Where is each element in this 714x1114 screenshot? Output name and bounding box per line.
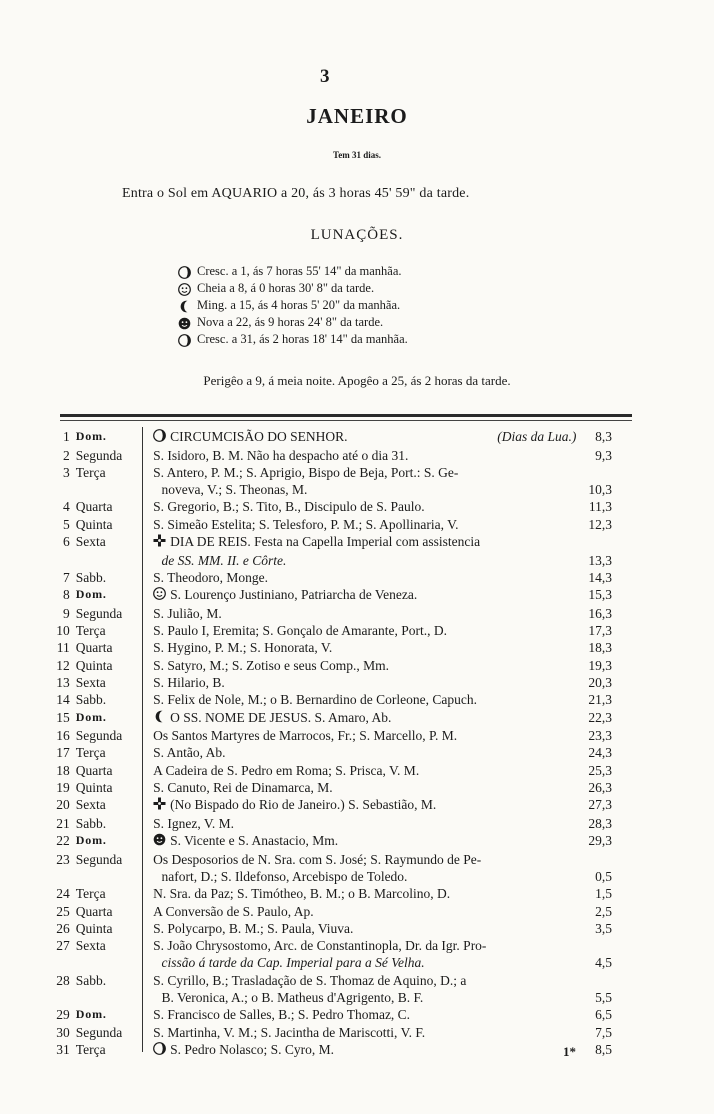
full-moon-icon — [178, 281, 197, 295]
event-cell — [141, 851, 576, 868]
event-cell — [141, 815, 576, 832]
weekday: Quarta — [75, 903, 113, 919]
moon-days-value: 8,3 — [595, 429, 612, 444]
event-cell — [141, 762, 576, 779]
calendar-row — [52, 674, 612, 691]
moon-days-value: 15,3 — [588, 587, 612, 603]
event-cell — [141, 428, 576, 447]
moon-days-value: 28,3 — [588, 815, 612, 831]
lunation-text: Cheia a 8, á 0 horas 30' 8" da tarde. — [197, 281, 375, 295]
event-cell — [141, 744, 576, 761]
lunation-text: Cresc. a 31, ás 2 horas 18' 14" da manhãa. — [197, 332, 408, 346]
footer-signature: 1* — [563, 1044, 576, 1059]
event-text: N. Sra. da Paz; S. Timótheo, B. M.; o B. Marcolino, D. — [153, 886, 451, 902]
page-number: 3 — [320, 66, 330, 87]
weekday — [75, 481, 139, 498]
cross-icon — [153, 534, 166, 551]
calendar-row — [52, 796, 612, 815]
day-number — [52, 868, 75, 885]
event-text: S. Martinha, V. M.; S. Jacintha de Mariscotti, V. F. — [153, 1024, 426, 1040]
weekday: Quarta — [75, 762, 113, 778]
crescent-moon-icon — [153, 1042, 166, 1059]
event-text: S. Hilario, B. — [153, 674, 225, 690]
moon-days-value: 20,3 — [588, 674, 612, 690]
event-cell — [140, 481, 578, 498]
lunation-item — [178, 263, 408, 280]
day-number: 22 — [56, 833, 70, 849]
weekday: Sexta — [75, 674, 106, 690]
day-number — [52, 481, 75, 498]
event-cell — [141, 657, 576, 674]
day-number: 29 — [56, 1007, 70, 1023]
calendar-row — [52, 727, 612, 744]
event-text: S. Antão, Ab. — [153, 745, 226, 761]
event-text: S. João Chrysostomo, Arc. de Constantinopla, Dr. da Igr. Pro- — [153, 938, 487, 954]
month-title: JANEIRO — [306, 104, 408, 128]
calendar-row — [52, 851, 612, 868]
event-text: S. Simeão Estelita; S. Telesforo, P. M.; S. Apollinaria, V. — [153, 516, 459, 532]
day-number: 26 — [56, 920, 70, 936]
event-cell — [141, 586, 576, 605]
day-number: 3 — [63, 464, 70, 480]
day-number: 8 — [63, 587, 70, 603]
moon-days-value: 21,3 — [588, 692, 612, 708]
day-number: 10 — [56, 623, 70, 639]
day-number: 12 — [56, 657, 70, 673]
moon-days-value: 11,3 — [588, 499, 612, 515]
event-cell — [141, 903, 576, 920]
day-number: 24 — [56, 886, 70, 902]
day-number: 9 — [63, 605, 70, 621]
event-text: Os Santos Martyres de Marrocos, Fr.; S. Marcello, P. M. — [153, 728, 458, 744]
event-cell — [141, 1006, 576, 1023]
day-number: 14 — [56, 692, 70, 708]
moon-days-value: 6,5 — [595, 1007, 612, 1023]
moon-days-value: 18,3 — [588, 640, 612, 656]
event-cell — [141, 796, 576, 815]
event-text: cissão á tarde da Cap. Imperial para a Sé Velha. — [161, 955, 425, 971]
calendar-row — [52, 744, 612, 761]
event-cell — [140, 552, 578, 569]
calendar-row — [52, 516, 612, 533]
crescent-moon-icon — [178, 264, 197, 278]
event-text: S. Hygino, P. M.; S. Honorata, V. — [153, 640, 333, 656]
days-note: Tem 31 dias. — [333, 150, 381, 160]
calendar-row — [52, 639, 612, 656]
weekday: Quarta — [75, 499, 113, 515]
event-cell — [141, 569, 576, 586]
day-number: 2 — [63, 447, 70, 463]
day-number: 5 — [63, 516, 70, 532]
day-number: 18 — [56, 762, 70, 778]
day-number: 11 — [56, 640, 70, 656]
event-cell — [141, 639, 576, 656]
event-cell — [140, 868, 578, 885]
event-text: S. Antero, P. M.; S. Aprigio, Bispo de Beja, Port.: S. Ge- — [153, 464, 459, 480]
lunation-text: Cresc. a 1, ás 7 horas 55' 14" da manhãa. — [197, 264, 402, 278]
event-text: S. Pedro Nolasco; S. Cyro, M. — [170, 1041, 334, 1057]
moon-days-value — [576, 851, 612, 868]
weekday — [75, 868, 139, 885]
calendar-row — [52, 1041, 612, 1060]
weekday: Terça — [75, 623, 106, 639]
moon-days-value: 23,3 — [588, 728, 612, 744]
event-text: noveva, V.; S. Theonas, M. — [161, 482, 308, 498]
lunation-item — [178, 331, 408, 348]
event-text: S. Canuto, Rei de Dinamarca, M. — [153, 779, 333, 795]
weekday: Terça — [75, 745, 106, 761]
event-text: A Conversão de S. Paulo, Ap. — [153, 903, 314, 919]
calendar-row — [52, 920, 612, 937]
rule-thick — [60, 414, 632, 417]
event-note: (Dias da Lua.) — [497, 429, 577, 444]
event-cell — [141, 533, 576, 552]
day-number — [52, 989, 75, 1006]
calendar-row — [52, 868, 612, 885]
day-number: 19 — [56, 779, 70, 795]
calendar-row — [52, 447, 612, 464]
lunation-text: Nova a 22, ás 9 horas 24' 8" da tarde. — [197, 315, 384, 329]
calendar-row — [52, 954, 612, 971]
lunations-list — [178, 263, 408, 348]
rule-thin — [60, 420, 632, 421]
weekday: Sexta — [75, 797, 106, 813]
calendar-row — [52, 1024, 612, 1041]
event-text: O SS. NOME DE JESUS. S. Amaro, Ab. — [170, 709, 392, 725]
weekday: Quinta — [75, 920, 113, 936]
event-cell — [140, 954, 578, 971]
moon-days-value: 16,3 — [588, 605, 612, 621]
event-text: A Cadeira de S. Pedro em Roma; S. Prisca, V. M. — [153, 762, 420, 778]
weekday — [75, 989, 139, 1006]
event-cell — [140, 989, 578, 1006]
day-number: 16 — [56, 728, 70, 744]
weekday — [75, 954, 139, 971]
day-number: 20 — [56, 797, 70, 813]
moon-days-value: 10,3 — [588, 482, 612, 498]
calendar-row — [52, 691, 612, 708]
day-number: 31 — [56, 1041, 70, 1057]
moon-days-value: 2,5 — [595, 903, 612, 919]
new-moon-icon — [153, 833, 166, 850]
moon-days-value: 0,5 — [595, 868, 612, 884]
weekday: Quinta — [75, 516, 113, 532]
calendar-row — [52, 885, 612, 902]
day-number — [52, 552, 75, 569]
calendar-row — [52, 779, 612, 796]
weekday: Segunda — [75, 447, 123, 463]
event-text: S. Lourenço Justiniano, Patriarcha de Veneza. — [170, 587, 418, 603]
moon-days-value: 17,3 — [588, 623, 612, 639]
event-cell — [141, 920, 576, 937]
perigee-line: Perigêo a 9, á meia noite. Apogêo a 25, ás 2 horas da tarde. — [203, 373, 511, 388]
moon-days-value — [576, 937, 612, 954]
weekday: Segunda — [75, 728, 123, 744]
event-text: S. Vicente e S. Anastacio, Mm. — [170, 833, 339, 849]
moon-days-value: 22,3 — [588, 709, 612, 725]
moon-days-value: 8,5 — [595, 1041, 612, 1057]
event-text: Os Desposorios de N. Sra. com S. José; S. Raymundo de Pe- — [153, 851, 482, 867]
event-cell — [141, 1024, 576, 1041]
calendar-row — [52, 498, 612, 515]
moon-days-value: 26,3 — [588, 779, 612, 795]
weekday: Terça — [75, 886, 106, 902]
calendar-row — [52, 972, 612, 989]
calendar-row — [52, 586, 612, 605]
moon-days-value: 24,3 — [588, 745, 612, 761]
event-cell — [141, 885, 576, 902]
calendar-row — [52, 605, 612, 622]
event-text: (No Bispado do Rio de Janeiro.) S. Sebastião, M. — [170, 797, 437, 813]
moon-days-value: 1,5 — [595, 886, 612, 902]
event-cell — [141, 464, 576, 481]
weekday: Quarta — [75, 640, 113, 656]
weekday: Segunda — [75, 851, 123, 867]
calendar-row — [52, 1006, 612, 1023]
day-number: 13 — [56, 674, 70, 690]
weekday: Quinta — [75, 657, 113, 673]
day-number: 27 — [56, 938, 70, 954]
calendar-table — [52, 428, 612, 1059]
crescent-moon-icon — [153, 429, 166, 446]
event-text: S. Cyrillo, B.; Trasladação de S. Thomaz de Aquino, D.; a — [153, 972, 467, 988]
weekday: Dom. — [75, 709, 107, 724]
calendar-row — [52, 832, 612, 851]
calendar-row — [52, 481, 612, 498]
event-cell — [141, 622, 576, 639]
moon-days-value: 9,3 — [595, 447, 612, 463]
event-cell — [141, 709, 576, 728]
calendar-row — [52, 552, 612, 569]
moon-days-value — [576, 972, 612, 989]
event-cell — [141, 447, 576, 464]
weekday — [75, 552, 139, 569]
day-number: 7 — [63, 569, 70, 585]
event-text: B. Veronica, A.; o B. Matheus d'Agrigento, B. F. — [161, 990, 424, 1005]
moon-days-value: 19,3 — [588, 657, 612, 673]
day-number: 30 — [56, 1024, 70, 1040]
event-cell — [141, 1041, 576, 1060]
day-number: 6 — [63, 534, 70, 550]
event-text: S. Felix de Nole, M.; o B. Bernardino de Corleone, Capuch. — [153, 692, 478, 708]
lunation-item — [178, 297, 408, 314]
moon-days-value: 3,5 — [595, 920, 612, 936]
event-text: S. Gregorio, B.; S. Tito, B., Discipulo de S. Paulo. — [153, 499, 425, 515]
calendar-row — [52, 937, 612, 954]
moon-days-value: 25,3 — [588, 762, 612, 778]
moon-days-value: 7,5 — [595, 1024, 612, 1040]
day-number: 15 — [56, 709, 70, 725]
day-number: 4 — [63, 499, 70, 515]
sun-entry: Entra o Sol em AQUARIO a 20, ás 3 horas 45' 59" da tarde. — [122, 186, 470, 201]
calendar-row — [52, 428, 612, 447]
event-cell — [141, 832, 576, 851]
event-cell — [141, 498, 576, 515]
lunation-text: Ming. a 15, ás 4 horas 5' 20" da manhãa. — [197, 298, 401, 312]
day-number — [52, 954, 75, 971]
weekday: Segunda — [75, 605, 123, 621]
event-text: de SS. MM. II. e Côrte. — [161, 552, 287, 568]
weekday: Segunda — [75, 1024, 123, 1040]
calendar-row — [52, 903, 612, 920]
event-cell — [141, 605, 576, 622]
crescent-moon-icon — [178, 332, 197, 346]
day-number: 21 — [56, 815, 70, 831]
weekday: Terça — [75, 464, 106, 480]
waning-moon-icon — [178, 298, 197, 312]
weekday: Dom. — [75, 429, 107, 443]
calendar-row — [52, 622, 612, 639]
moon-days-value: 5,5 — [595, 990, 612, 1005]
weekday: Sexta — [75, 534, 106, 550]
event-text: nafort, D.; S. Ildefonso, Arcebispo de Toledo. — [161, 868, 408, 884]
event-text: S. Paulo I, Eremita; S. Gonçalo de Amarante, Port., D. — [153, 623, 448, 639]
calendar-row — [52, 464, 612, 481]
lunations-title: LUNAÇÕES. — [310, 227, 404, 243]
event-text: CIRCUMCISÃO DO SENHOR. — [170, 429, 348, 444]
calendar-row — [52, 533, 612, 552]
weekday: Sabb. — [75, 815, 107, 831]
event-cell — [141, 972, 576, 989]
event-text: S. Ignez, V. M. — [153, 815, 234, 831]
event-cell — [141, 674, 576, 691]
weekday: Quinta — [75, 779, 113, 795]
day-number: 17 — [56, 745, 70, 761]
event-text: S. Polycarpo, B. M.; S. Paula, Viuva. — [153, 920, 354, 936]
waning-moon-icon — [153, 710, 166, 727]
moon-days-value: 14,3 — [588, 569, 612, 585]
event-text: S. Julião, M. — [153, 605, 222, 621]
moon-days-value — [576, 533, 612, 552]
calendar-row — [52, 569, 612, 586]
lunation-item — [178, 314, 408, 331]
weekday: Sexta — [75, 938, 106, 954]
event-text: S. Theodoro, Monge. — [153, 569, 268, 585]
day-number: 28 — [56, 972, 70, 988]
cross-icon — [153, 797, 166, 814]
weekday: Sabb. — [75, 692, 107, 708]
day-number: 1 — [63, 429, 70, 444]
day-number: 25 — [56, 903, 70, 919]
moon-days-value: 13,3 — [588, 552, 612, 568]
moon-days-value: 4,5 — [595, 955, 612, 971]
weekday: Dom. — [75, 587, 107, 602]
calendar-row — [52, 657, 612, 674]
full-moon-icon — [153, 587, 166, 604]
moon-days-value: 27,3 — [588, 797, 612, 813]
weekday: Terça — [75, 1041, 106, 1057]
event-cell — [141, 779, 576, 796]
weekday: Dom. — [75, 833, 107, 848]
event-cell — [141, 691, 576, 708]
event-text: DIA DE REIS. Festa na Capella Imperial com assistencia — [170, 534, 481, 550]
weekday: Sabb. — [75, 972, 107, 988]
calendar-row — [52, 989, 612, 1006]
event-text: S. Francisco de Salles, B.; S. Pedro Thomaz, C. — [153, 1007, 411, 1023]
moon-days-value: 29,3 — [588, 833, 612, 849]
calendar-row — [52, 762, 612, 779]
weekday: Sabb. — [75, 569, 107, 585]
event-cell — [141, 937, 576, 954]
weekday: Dom. — [75, 1007, 107, 1022]
event-text: S. Isidoro, B. M. Não ha despacho até o dia 31. — [153, 447, 409, 463]
moon-days-value — [576, 464, 612, 481]
event-cell — [141, 516, 576, 533]
event-text: S. Satyro, M.; S. Zotiso e seus Comp., Mm. — [153, 657, 389, 673]
new-moon-icon — [178, 315, 197, 329]
day-number: 23 — [56, 851, 70, 867]
event-cell — [141, 727, 576, 744]
calendar-row — [52, 709, 612, 728]
lunation-item — [178, 280, 408, 297]
moon-days-value: 12,3 — [588, 516, 612, 532]
calendar-row — [52, 815, 612, 832]
